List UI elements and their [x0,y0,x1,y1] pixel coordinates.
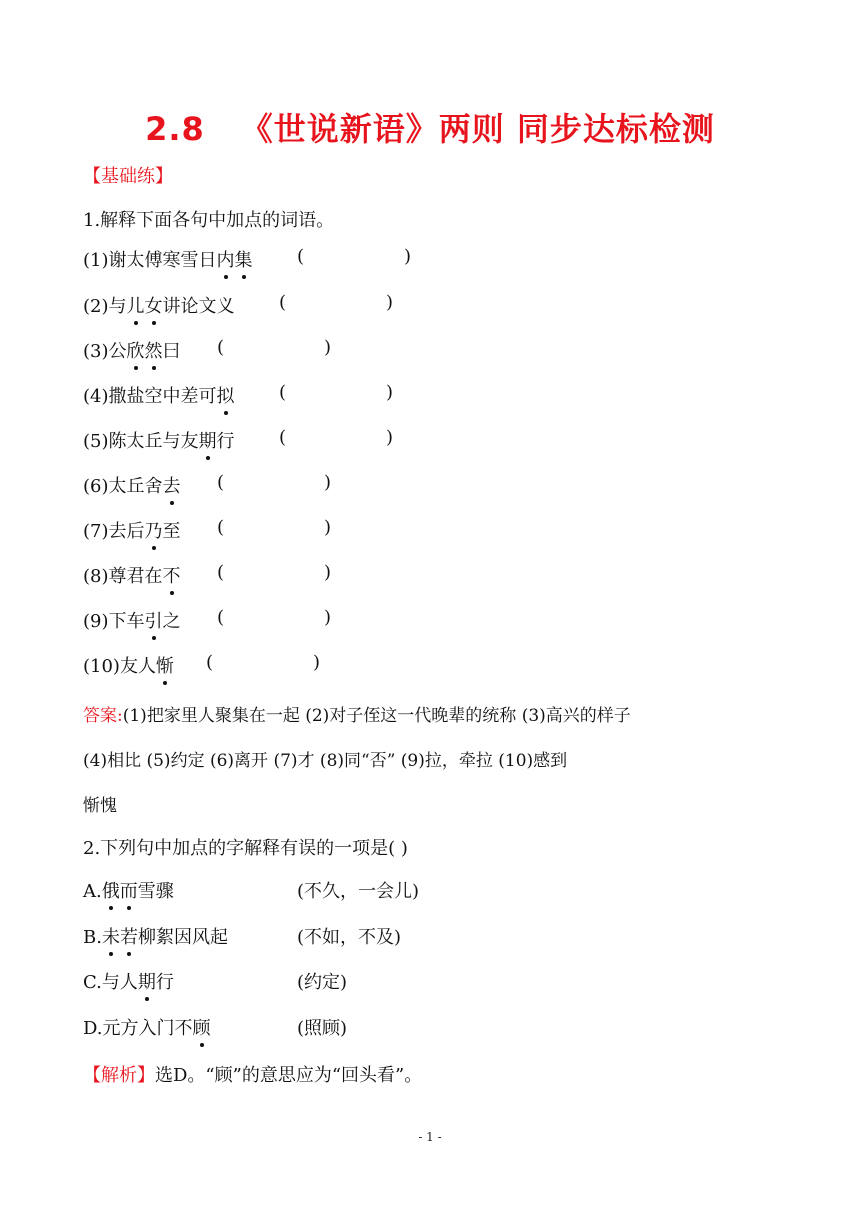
q1-item-dotted-word: 乃 [145,521,163,542]
q2-option-gloss: (约定) [297,972,348,993]
q1-item-dotted-word: 期 [199,431,217,452]
q1-item-text-after: 讲论文义 [162,296,235,317]
q1-item-dotted-word: 引 [145,611,163,632]
q1-item [83,517,181,543]
q1-item-dotted-word: 惭 [156,656,174,677]
q1-item-text: (9)下车 [83,611,145,632]
answer-label: 答案: [83,706,123,726]
q2-option [83,968,174,994]
q1-item-text-after: 行 [216,431,235,452]
page-title [0,104,860,150]
title-number: 2.8 [145,110,205,148]
q1-item-dotted-word: 内集 [217,250,253,271]
section-basic: 【基础练】 [83,166,173,187]
q1-item [83,562,181,588]
q1-item-dotted-word: 欣然 [127,341,163,362]
q1-item [83,292,235,318]
q1-item-dotted-word: 不 [163,566,181,587]
q1-answer-blank: ( ) [279,427,394,448]
title-text: 《世说新语》两则 同步达标检测 [240,110,715,148]
q2-option-dotted-word: 顾 [193,1018,211,1039]
q1-item-text: (6)太丘舍 [83,476,163,497]
answer-text-1: (1)把家里人聚集在一起 (2)对子侄这一代晚辈的统称 (3)高兴的样子 [122,706,631,726]
q1-item [83,246,253,272]
q1-item-text: (8)尊君在 [83,566,163,587]
analysis-text: 选D。“顾”的意思应为“回头看”。 [155,1065,423,1086]
q1-item-text: (2)与 [83,296,127,317]
q1-item-text-after: 至 [162,521,181,542]
q1-item [83,652,174,678]
q2-option-gloss: (不久，一会儿) [297,881,420,902]
q2-option-text-after: 行 [155,972,174,993]
q1-item-dotted-word: 儿女 [127,296,163,317]
q1-answer-blank: ( ) [217,517,332,538]
q1-item [83,472,181,498]
q1-answer-blank: ( ) [217,337,332,358]
q2-option [83,877,174,903]
analysis-label: 【解析】 [83,1065,155,1086]
q2-analysis [83,1061,422,1087]
q1-item [83,382,235,408]
q1-answer-blank: ( ) [279,292,394,313]
q2-option-text-after: 雪骤 [137,881,174,902]
q2-prompt: 2.下列句中加点的字解释有误的一项是( ) [83,838,408,859]
q2-option-dotted-word: 未若 [102,927,138,948]
q1-item-text: (3)公 [83,341,127,362]
q1-answer-blank: ( ) [297,246,412,267]
q2-option-text-after: 柳絮因风起 [137,927,228,948]
q2-option-text: A. [83,881,102,902]
q2-option-dotted-word: 俄而 [102,881,138,902]
q1-item-text: (5)陈太丘与友 [83,431,199,452]
page-number: - 1 - [418,1130,442,1144]
q1-item-text: (1)谢太傅寒雪日 [83,250,217,271]
q1-answer-line-2: (4)相比 (5)约定 (6)离开 (7)才 (8)同“否” (9)拉，牵拉 (10)感到 [83,751,568,771]
q1-item-text: (4)撒盐空中差可 [83,386,217,407]
q1-answer-blank: ( ) [217,562,332,583]
q1-prompt: 1.解释下面各句中加点的词语。 [83,210,335,231]
q2-option-gloss: (不如，不及) [297,927,402,948]
q1-answer-blank: ( ) [206,652,321,673]
q1-item-dotted-word: 拟 [217,386,235,407]
q1-item [83,427,235,453]
q2-option-dotted-word: 期 [138,972,156,993]
q1-answer-line-3: 惭愧 [83,796,117,816]
q1-item-text-after: 之 [162,611,181,632]
q2-option-text: C.与人 [83,972,138,993]
q2-option-text: D.元方入门不 [83,1018,193,1039]
q1-item-dotted-word: 去 [163,476,181,497]
q2-option [83,1014,211,1040]
q2-option [83,923,228,949]
q1-item-text: (7)去后 [83,521,145,542]
q1-item [83,607,181,633]
q1-item-text-after: 曰 [162,341,181,362]
q1-answer-blank: ( ) [217,607,332,628]
q1-item [83,337,181,363]
q1-item-text: (10)友人 [83,656,156,677]
q1-answer-blank: ( ) [217,472,332,493]
q1-answer-line-1 [83,701,631,726]
q2-option-gloss: (照顾) [297,1018,348,1039]
q2-option-text: B. [83,927,102,948]
q1-answer-blank: ( ) [279,382,394,403]
